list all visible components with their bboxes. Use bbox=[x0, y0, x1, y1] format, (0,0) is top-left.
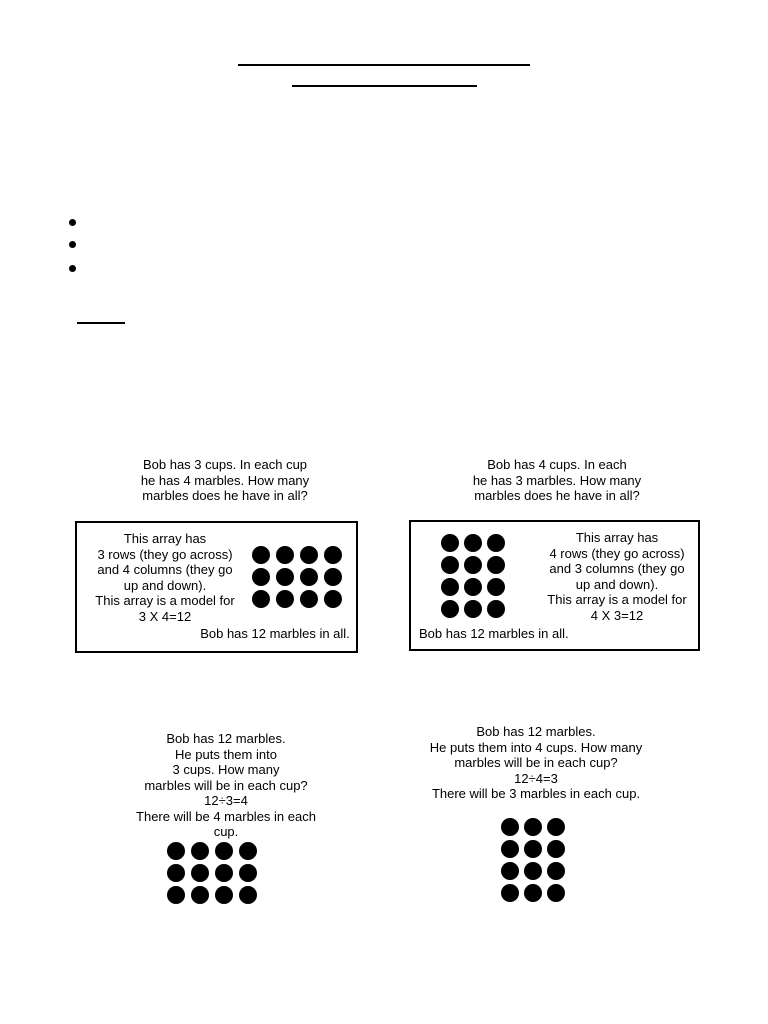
marble-dot bbox=[300, 568, 318, 586]
marble-dot bbox=[167, 864, 185, 882]
problem-3-array bbox=[167, 842, 257, 904]
marble-dot bbox=[215, 864, 233, 882]
marble-dot bbox=[464, 534, 482, 552]
problem-4-question: Bob has 12 marbles. He puts them into 4 cups. How many marbles will be in each cup? 12÷4=3 There will be 3 marbles in each cup. bbox=[429, 724, 643, 801]
marble-dot bbox=[501, 862, 519, 880]
marble-dot bbox=[524, 818, 542, 836]
marble-dot bbox=[276, 590, 294, 608]
marble-dot bbox=[441, 600, 459, 618]
bullet-point bbox=[69, 219, 76, 226]
marble-dot bbox=[324, 590, 342, 608]
marble-dot bbox=[191, 842, 209, 860]
marble-dot bbox=[300, 546, 318, 564]
marble-dot bbox=[276, 546, 294, 564]
problem-1-box bbox=[75, 521, 358, 653]
marble-dot bbox=[524, 862, 542, 880]
title-line-1 bbox=[238, 64, 530, 66]
problem-2-array bbox=[441, 534, 505, 618]
problem-1-explanation: This array has 3 rows (they go across) and 4 columns (they go up and down). This array is a model for 3 X 4=12 bbox=[95, 531, 235, 624]
marble-dot bbox=[300, 590, 318, 608]
marble-dot bbox=[441, 578, 459, 596]
bullet-point bbox=[69, 265, 76, 272]
heading-underline bbox=[77, 322, 125, 324]
marble-dot bbox=[547, 818, 565, 836]
bullet-point bbox=[69, 241, 76, 248]
marble-dot bbox=[487, 534, 505, 552]
marble-dot bbox=[324, 568, 342, 586]
marble-dot bbox=[324, 546, 342, 564]
problem-4-array bbox=[501, 818, 565, 902]
problem-1-answer: Bob has 12 marbles in all. bbox=[200, 626, 350, 641]
problem-3-question: Bob has 12 marbles. He puts them into 3 cups. How many marbles will be in each cup? 12÷3=4 There will be 4 marbles in each cup. bbox=[136, 731, 316, 839]
marble-dot bbox=[487, 600, 505, 618]
problem-2-box bbox=[409, 520, 700, 651]
problem-2-question: Bob has 4 cups. In each he has 3 marbles. How many marbles does he have in all? bbox=[472, 457, 642, 503]
problem-2-explanation: This array has 4 rows (they go across) and 3 columns (they go up and down). This array is a model for 4 X 3=12 bbox=[547, 530, 687, 623]
problem-2-answer: Bob has 12 marbles in all. bbox=[419, 626, 569, 641]
marble-dot bbox=[487, 578, 505, 596]
marble-dot bbox=[167, 842, 185, 860]
marble-dot bbox=[239, 864, 257, 882]
title-line-2 bbox=[292, 85, 477, 87]
marble-dot bbox=[215, 886, 233, 904]
marble-dot bbox=[276, 568, 294, 586]
marble-dot bbox=[524, 884, 542, 902]
marble-dot bbox=[501, 884, 519, 902]
marble-dot bbox=[501, 818, 519, 836]
marble-dot bbox=[547, 884, 565, 902]
marble-dot bbox=[547, 840, 565, 858]
marble-dot bbox=[191, 886, 209, 904]
marble-dot bbox=[464, 600, 482, 618]
marble-dot bbox=[464, 578, 482, 596]
problem-1-question: Bob has 3 cups. In each cup he has 4 marbles. How many marbles does he have in all? bbox=[140, 457, 310, 503]
marble-dot bbox=[501, 840, 519, 858]
marble-dot bbox=[464, 556, 482, 574]
marble-dot bbox=[215, 842, 233, 860]
marble-dot bbox=[252, 568, 270, 586]
marble-dot bbox=[441, 556, 459, 574]
marble-dot bbox=[191, 864, 209, 882]
marble-dot bbox=[441, 534, 459, 552]
marble-dot bbox=[252, 590, 270, 608]
marble-dot bbox=[239, 886, 257, 904]
marble-dot bbox=[252, 546, 270, 564]
marble-dot bbox=[239, 842, 257, 860]
marble-dot bbox=[547, 862, 565, 880]
marble-dot bbox=[167, 886, 185, 904]
problem-1-array bbox=[252, 546, 342, 608]
marble-dot bbox=[524, 840, 542, 858]
marble-dot bbox=[487, 556, 505, 574]
